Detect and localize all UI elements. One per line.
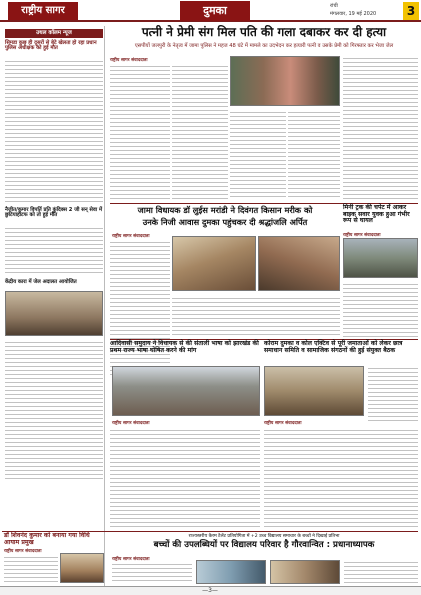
lead-headline: पत्नी ने प्रेमी संग मिल पति की गला दबाकर कर दी हत्या: [141, 25, 387, 39]
lead-body-col3: [230, 110, 286, 200]
lead-subhead: एसपीयों जलपुरी के नेतृत्व में जामा पुलिस ने महज 48 घंटे में मामले का उदभेदन कर हत्यारी पत्नी व उसके प्रेमी को गिरफ्तार कर भेजा जेल: [134, 43, 394, 49]
school-photo-1: [196, 560, 266, 584]
lead-body-col2: [172, 64, 228, 199]
tribute-photo-2: [258, 236, 340, 291]
appointed-photo: [60, 553, 104, 583]
assembly-body: [110, 428, 260, 528]
tribute-byline: राष्ट्रीय सागर संवाददाता: [112, 234, 150, 239]
masthead-logo: राष्ट्रीय सागर: [8, 2, 78, 20]
koram-photo: [264, 366, 364, 416]
tribute-photo-1: [172, 236, 256, 291]
tribute-headline-line1: जामा विधायक डॉ लुईस मरांडी ने दिवंगत किसान मरीक को: [137, 205, 313, 215]
appointed-byline: राष्ट्रीय सागर संवाददाता: [4, 549, 42, 554]
assembly-headline: आदिवासी समुदाय ने विधायक से की संताली भाषा को झारखंड की प्रथम राज्य भाषा घोषित करने की मांग: [110, 340, 259, 354]
lead-body-col5: [343, 56, 418, 200]
lead-photo: [230, 56, 340, 106]
left-section-label: उथल कॉलम न्यूज: [5, 29, 103, 38]
left-column: [2, 26, 105, 586]
truck-body: [343, 282, 418, 338]
school-body: [112, 562, 192, 584]
school-byline: राष्ट्रीय सागर संवाददाता: [112, 557, 150, 562]
koram-side-body: [368, 366, 418, 422]
school-headline: बच्चों की उपलब्धियों पर विद्यालय परिवार है गौरवान्वित : प्रधानाध्यापक: [153, 540, 375, 550]
lead-body-col4: [288, 110, 340, 200]
truck-byline: राष्ट्रीय सागर संवाददाता: [343, 233, 381, 238]
left-story3-photo: [5, 291, 103, 336]
appointed-body: [4, 555, 58, 583]
left-story1-title: सिमडा कुछ ही दूसरों से बेटे खेलता हो रहा प्रधान पुलिस अधीक्षक को हुई मौत: [5, 40, 97, 52]
left-story3-body: [5, 340, 103, 480]
truck-photo: [343, 238, 418, 278]
left-story3-title: केंद्रीय कारा में जेल अदालत आयोजित: [5, 279, 77, 285]
appointed-headline: डॉ शिवनंद कुमार को बनाया गया विधि आयाम प्रमुख: [4, 532, 90, 546]
school-body-2: [344, 560, 418, 584]
koram-headline: कोराम दुमका व कोल एक्टिव से पूरी जमाताओं को लेकर छात्र समाधान समिति व सामाजिक संगठनों की हुई संयुक्त बैठक: [264, 340, 403, 354]
dateline-date: मंगलवार, 19 मई 2020: [330, 11, 377, 17]
tribute-body-2: [172, 296, 340, 336]
tribute-body: [110, 240, 170, 375]
dateline-city: रांची: [330, 3, 338, 9]
left-story2-body: [5, 226, 103, 276]
lead-byline: राष्ट्रीय सागर संवाददाता: [110, 58, 148, 63]
school-photo-2: [270, 560, 340, 584]
page-number-badge: 3: [403, 2, 419, 20]
lead-body-col1: [110, 64, 170, 199]
assembly-byline: राष्ट्रीय सागर संवाददाता: [112, 421, 150, 426]
school-kicker: राज्यस्तरीय कैरम टैलेंट प्रतियोगिता में +2 उच्च विद्यालय समाचार के बच्चों ने दिखाई प्रतिभा: [188, 534, 340, 539]
left-story1-body: [5, 59, 103, 204]
assembly-photo: [112, 366, 260, 416]
koram-byline: राष्ट्रीय सागर संवाददाता: [264, 421, 302, 426]
koram-body: [264, 428, 418, 528]
left-story2-title: नैजीत/कुमार विपर्ति प्रति कुंदिक्स 2 जी सन् सेवा में छुटियाहाटफ को तो हुई मौत: [5, 207, 103, 219]
page-section-name: दुमका: [180, 1, 250, 21]
tribute-headline-line2: उनके निजी आवास दुमका पहुंचकर दी श्रद्धांजलि अर्पित: [142, 217, 308, 227]
truck-headline: मिनी ट्रक की चपेट में आकर बाइक सवार युवक हुआ गंभीर रूप से घायल: [343, 204, 410, 224]
footer-page-marker: —3—: [202, 587, 218, 594]
